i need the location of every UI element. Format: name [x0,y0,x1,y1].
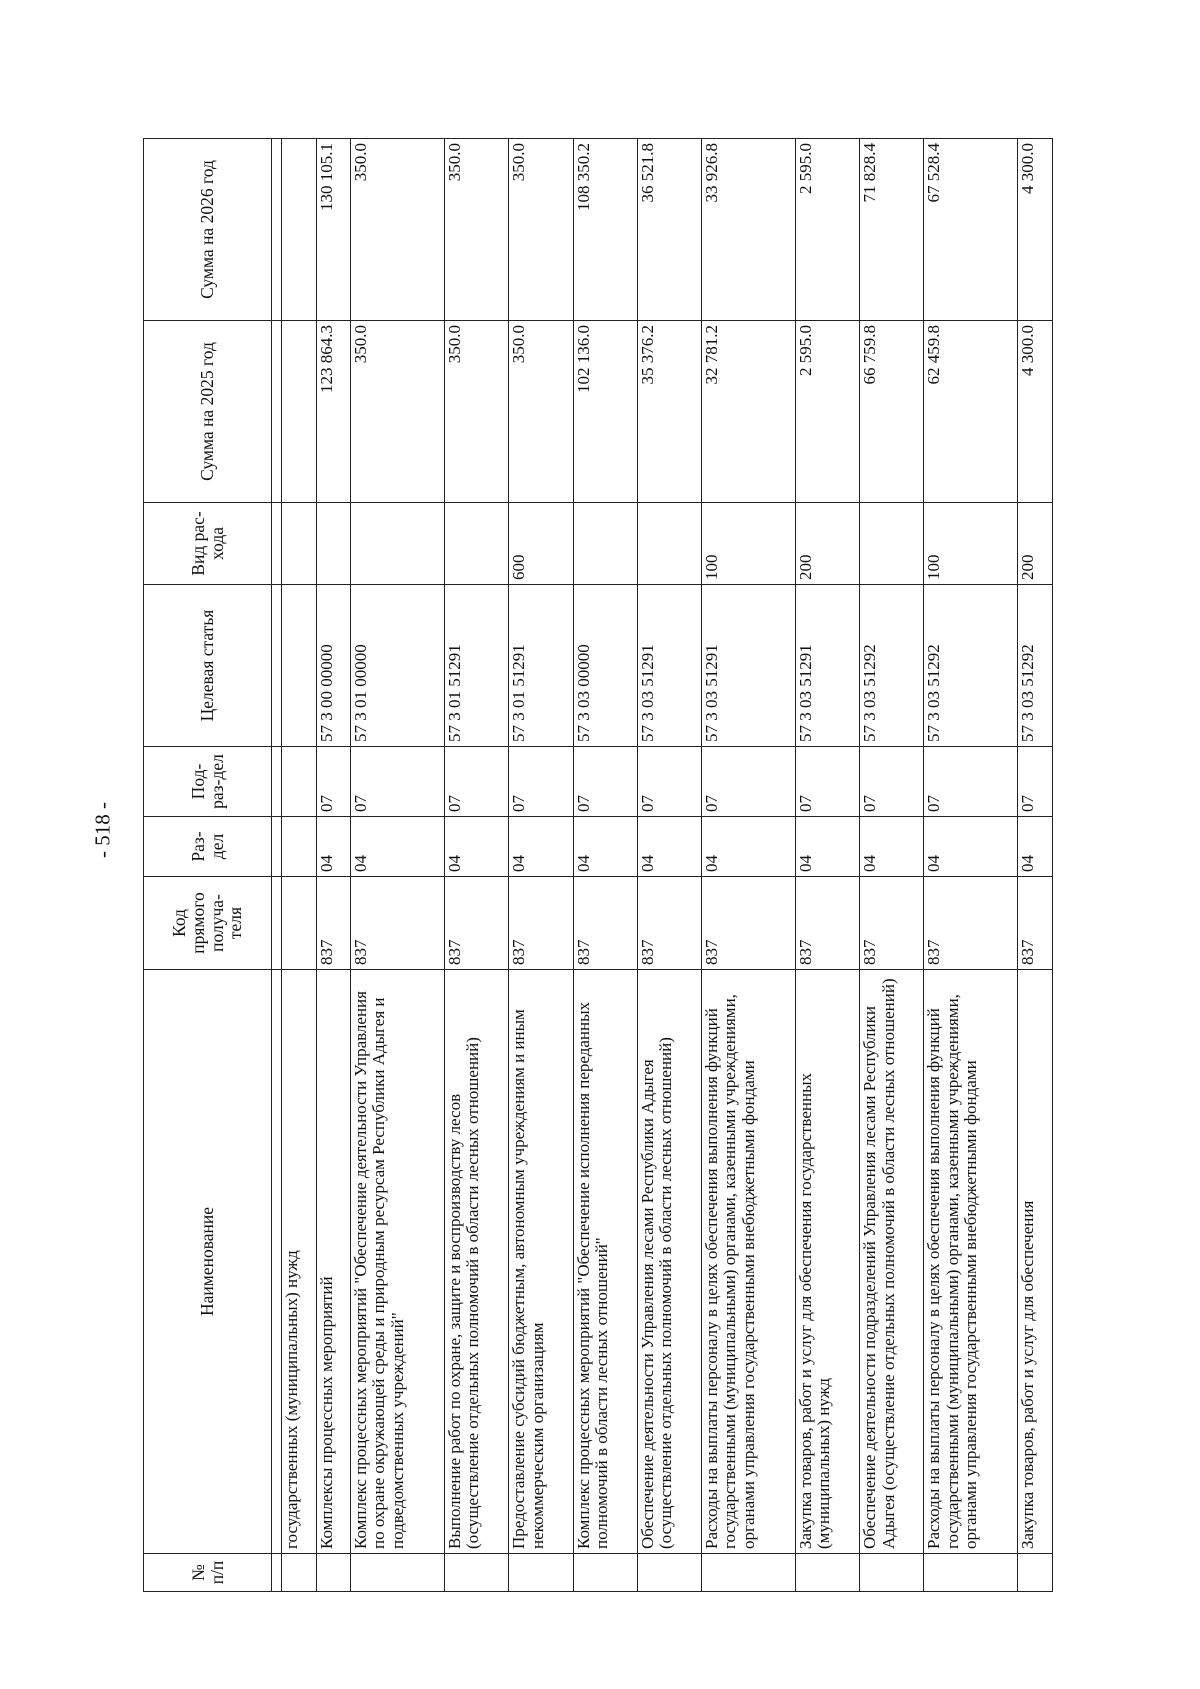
header-sum-2025: Сумма на 2025 год [144,321,272,503]
cell-target-article: 57 3 03 51292 [924,585,1018,747]
cell-expense-type [282,503,317,585]
cell-name: Закупка товаров, работ и услуг для обеспечения [1018,970,1053,1554]
cell-name: Расходы на выплаты персоналу в целях обеспечения выполнения функций государственными (муниципальными) органами, казенными учреждениями, органами управления государственными внебюджетными фондами [702,970,796,1554]
cell-target-article [282,585,317,747]
table-header-row [144,139,272,1592]
cell-name: Закупка товаров, работ и услуг для обеспечения государственных (муниципальных) нужд [795,970,859,1554]
header-no: № п/п [144,1554,272,1592]
cell-no [637,1554,701,1592]
cell-section [282,817,317,877]
cell-sum-2025: 4 300.0 [1018,321,1053,503]
cell-no [573,1554,637,1592]
cell-subsection: 07 [1018,747,1053,817]
cell-subsection: 07 [924,747,1018,817]
cell-subsection: 07 [351,747,445,817]
cell-name: Предоставление субсидий бюджетным, автономным учреждениям и иным некоммерческим организациям [509,970,573,1554]
table-row [573,139,637,1592]
table-row [795,139,859,1592]
cell-target-article: 57 3 03 51291 [795,585,859,747]
cell-no [445,1554,509,1592]
cell-sum-2025: 2 595.0 [795,321,859,503]
cell-no [509,1554,573,1592]
cell-section: 04 [351,817,445,877]
table-row [282,139,317,1592]
cell-expense-type: 100 [702,503,796,585]
table-row [351,139,445,1592]
cell-expense-type [445,503,509,585]
cell-expense-type [573,503,637,585]
cell-section: 04 [924,817,1018,877]
cell-recipient-code [282,877,317,970]
cell-target-article: 57 3 03 51292 [1018,585,1053,747]
cell-target-article: 57 3 01 51291 [509,585,573,747]
cell-target-article: 57 3 01 00000 [351,585,445,747]
table-row [637,139,701,1592]
cell-sum-2026: 67 528.4 [924,139,1018,321]
cell-recipient-code: 837 [445,877,509,970]
cell-name: Выполнение работ по охране, защите и воспроизводству лесов (осуществление отдельных полномочий в области лесных отношений) [445,970,509,1554]
cell-section: 04 [702,817,796,877]
cell-sum-2026 [282,139,317,321]
cell-recipient-code: 837 [1018,877,1053,970]
cell-no [316,1554,351,1592]
table-row [316,139,351,1592]
cell-name: Расходы на выплаты персоналу в целях обеспечения выполнения функций государственными (муниципальными) органами, казенными учреждениями, органами управления государственными внебюджетными фондами [924,970,1018,1554]
rotated-page-content [143,139,1053,1592]
budget-table [143,138,1053,1592]
cell-recipient-code: 837 [316,877,351,970]
cell-recipient-code: 837 [351,877,445,970]
cell-sum-2025: 62 459.8 [924,321,1018,503]
header-name: Наименование [144,970,272,1554]
cell-recipient-code: 837 [860,877,924,970]
cell-subsection [282,747,317,817]
cell-sum-2025: 35 376.2 [637,321,701,503]
table-row [860,139,924,1592]
cell-expense-type [860,503,924,585]
cell-sum-2025: 66 759.8 [860,321,924,503]
cell-no [351,1554,445,1592]
cell-target-article: 57 3 01 51291 [445,585,509,747]
cell-sum-2026: 71 828.4 [860,139,924,321]
cell-section: 04 [445,817,509,877]
cell-name: Комплекс процессных мероприятий "Обеспечение исполнения переданных полномочий в области лесных отношений" [573,970,637,1554]
header-section: Раз-дел [144,817,272,877]
cell-subsection: 07 [860,747,924,817]
cell-sum-2025: 102 136.0 [573,321,637,503]
cell-section: 04 [316,817,351,877]
cell-sum-2025: 350.0 [445,321,509,503]
cell-expense-type: 200 [1018,503,1053,585]
cell-section: 04 [1018,817,1053,877]
header-sum-2026: Сумма на 2026 год [144,139,272,321]
cell-name: Обеспечение деятельности Управления лесами Республики Адыгея (осуществление отдельных полномочий в области лесных отношений) [637,970,701,1554]
cell-sum-2025: 350.0 [351,321,445,503]
cell-no [1018,1554,1053,1592]
cell-subsection: 07 [316,747,351,817]
cell-expense-type: 100 [924,503,1018,585]
cell-expense-type [637,503,701,585]
cell-target-article: 57 3 03 00000 [573,585,637,747]
cell-expense-type: 600 [509,503,573,585]
cell-recipient-code: 837 [509,877,573,970]
cell-no [924,1554,1018,1592]
cell-target-article: 57 3 03 51291 [702,585,796,747]
cell-sum-2025: 123 864.3 [316,321,351,503]
cell-recipient-code: 837 [637,877,701,970]
cell-section: 04 [509,817,573,877]
cell-no [795,1554,859,1592]
table-row [924,139,1018,1592]
cell-sum-2026: 4 300.0 [1018,139,1053,321]
cell-sum-2026: 108 350.2 [573,139,637,321]
cell-subsection: 07 [637,747,701,817]
table-row [509,139,573,1592]
cell-expense-type [316,503,351,585]
cell-no [702,1554,796,1592]
page-number: - 518 - [90,802,115,858]
cell-no [860,1554,924,1592]
cell-name: Комплексы процессных мероприятий [316,970,351,1554]
cell-sum-2026: 350.0 [351,139,445,321]
cell-section: 04 [860,817,924,877]
cell-sum-2026: 2 595.0 [795,139,859,321]
cell-subsection: 07 [445,747,509,817]
cell-sum-2026: 33 926.8 [702,139,796,321]
cell-section: 04 [573,817,637,877]
cell-section: 04 [637,817,701,877]
cell-recipient-code: 837 [924,877,1018,970]
cell-subsection: 07 [795,747,859,817]
cell-expense-type: 200 [795,503,859,585]
table-row [702,139,796,1592]
cell-subsection: 07 [573,747,637,817]
cell-sum-2026: 350.0 [445,139,509,321]
cell-subsection: 07 [509,747,573,817]
cell-name: Обеспечение деятельности подразделений Управления лесами Республики Адыгея (осуществление отдельных полномочий в области лесных отношений) [860,970,924,1554]
table-row [1018,139,1053,1592]
cell-recipient-code: 837 [795,877,859,970]
cell-section: 04 [795,817,859,877]
cell-subsection: 07 [702,747,796,817]
cell-name: Комплекс процессных мероприятий "Обеспечение деятельности Управления по охране окружающей среды и природным ресурсам Республики Адыгея и подведомственных учреждений" [351,970,445,1554]
cell-recipient-code: 837 [573,877,637,970]
table-row [445,139,509,1592]
table-body [282,139,1053,1592]
header-recipient-code: Код прямого получа-теля [144,877,272,970]
cell-sum-2025: 32 781.2 [702,321,796,503]
cell-sum-2026: 36 521.8 [637,139,701,321]
header-subsection: Под-раз-дел [144,747,272,817]
cell-sum-2026: 130 105.1 [316,139,351,321]
cell-expense-type [351,503,445,585]
cell-target-article: 57 3 00 00000 [316,585,351,747]
table-spacer-row [272,139,282,1592]
cell-sum-2025 [282,321,317,503]
cell-target-article: 57 3 03 51292 [860,585,924,747]
cell-no [282,1554,317,1592]
header-expense-type: Вид рас-хода [144,503,272,585]
cell-recipient-code: 837 [702,877,796,970]
header-target-article: Целевая статья [144,585,272,747]
cell-name: государственных (муниципальных) нужд [282,970,317,1554]
cell-sum-2026: 350.0 [509,139,573,321]
cell-target-article: 57 3 03 51291 [637,585,701,747]
cell-sum-2025: 350.0 [509,321,573,503]
